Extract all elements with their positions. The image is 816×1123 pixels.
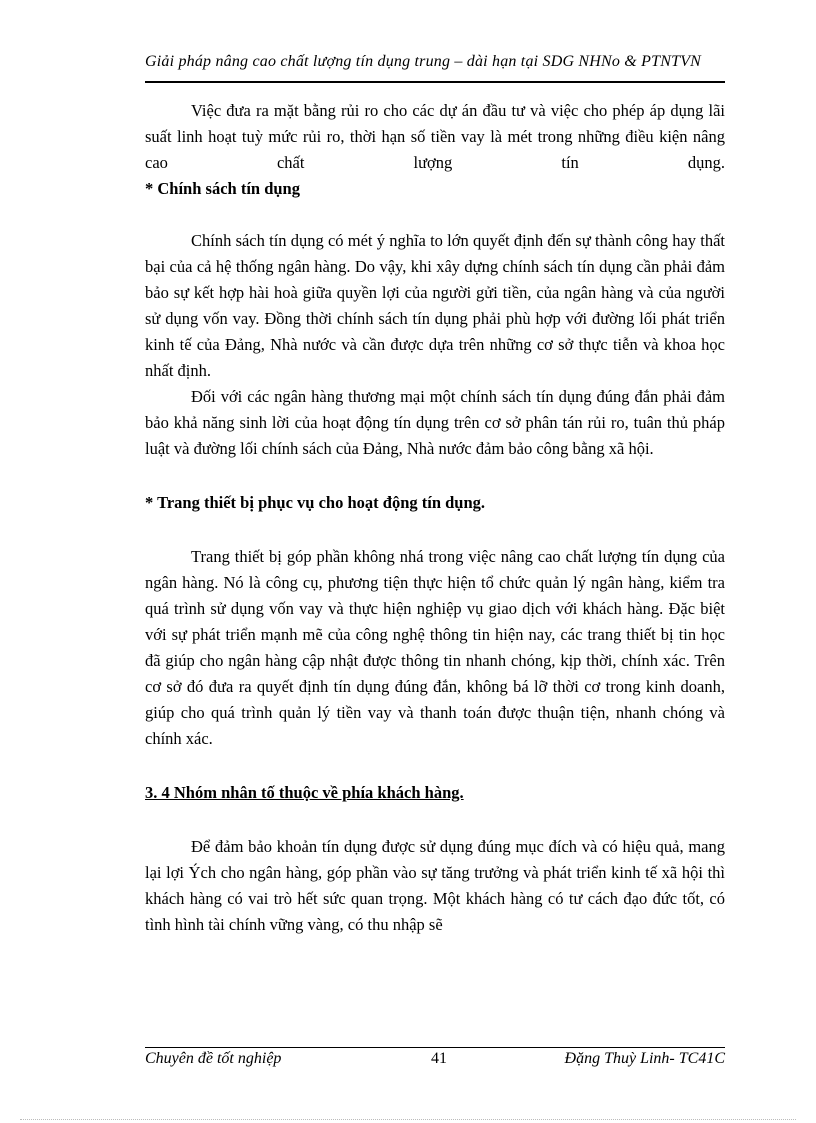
header-divider	[145, 81, 725, 83]
paragraph-customers: Để đảm bảo khoản tín dụng được sử dụng đúng mục đích và có hiệu quả, mang lại lợi Ých cho ngân hàng, góp phần vào sự tăng trưởng và phát triển kinh tế xã hội thì khách hàng có vai trò hết sức quan trọng. Một khách hàng có tư cách đạo đức tốt, có tình hình tài chính vững vàng, có thu nhập sẽ	[145, 837, 725, 934]
heading-credit-policy: * Chính sách tín dụng	[145, 179, 300, 198]
heading-equipment: * Trang thiết bị phục vụ cho hoạt động tín dụng.	[145, 493, 486, 512]
paragraph-equipment: Trang thiết bị góp phần không nhá trong việc nâng cao chất lượng tín dụng của ngân hàng. Nó là công cụ, phương tiện thực hiện tổ chức quản lý ngân hàng, kiểm tra quá trình sử dụng vốn vay và thực hiện nghiệp vụ giao dịch với khách hàng. Đặc biệt với sự phát triển mạnh mẽ của công nghệ thông tin hiện nay, các trang thiết bị tin học đã giúp cho ngân hàng cập nhật được thông tin nhanh chóng, kịp thời, chính xác. Trên cơ sở đó đưa ra quyết định tín dụng đúng đắn, không bá lỡ thời cơ trong kinh doanh, giúp cho quá trình quản lý tiền vay và thanh toán được thuận tiện, nhanh chóng và chính xác.	[145, 547, 725, 748]
spacer	[145, 752, 725, 780]
section-title-customer-factors: 3. 4 Nhóm nhân tố thuộc về phía khách hàng.	[145, 783, 464, 802]
spacer	[145, 202, 725, 228]
spacer	[145, 516, 725, 544]
spacer	[145, 462, 725, 490]
running-header: Giải pháp nâng cao chất lượng tín dụng trung – dài hạn tại SDG NHNo & PTNTVN	[145, 53, 702, 70]
paragraph-credit-policy: Chính sách tín dụng có mét ý nghĩa to lớn quyết định đến sự thành công hay thất bại của cả hệ thống ngân hàng. Do vậy, khi xây dựng chính sách tín dụng cần phải đảm bảo sự kết hợp hài hoà giữa quyền lợi của người gửi tiền, của ngân hàng và của người sử dụng vốn vay. Đồng thời chính sách tín dụng phải phù hợp với đường lối phát triển kinh tế của Đảng, Nhà nước và cần được dựa trên những cơ sở thực tiễn và khoa học nhất định.	[145, 231, 725, 380]
paragraph-commercial-banks: Đối với các ngân hàng thương mại một chính sách tín dụng đúng đắn phải đảm bảo khả năng sinh lời của hoạt động tín dụng trên cơ sở phân tán rủi ro, tuân thủ pháp luật và đường lối chính sách của Đảng, Nhà nước đảm bảo công bằng xã hội.	[145, 387, 725, 458]
spacer	[145, 806, 725, 834]
footer-divider	[145, 1047, 725, 1048]
page-number: 41	[431, 1050, 447, 1067]
footer-author: Đặng Thuỳ Linh- TC41C	[564, 1050, 725, 1067]
footer-document-type: Chuyên đề tốt nghiệp	[145, 1050, 282, 1067]
page-bottom-edge	[20, 1119, 796, 1120]
paragraph-risk: Việc đưa ra mặt bằng rủi ro cho các dự án đầu tư và việc cho phép áp dụng lãi suất linh hoạt tuỳ mức rủi ro, thời hạn số tiền vay là mét trong những điều kiện nâng cao chất lượng tín dụng.	[145, 101, 725, 172]
document-body	[145, 98, 725, 938]
